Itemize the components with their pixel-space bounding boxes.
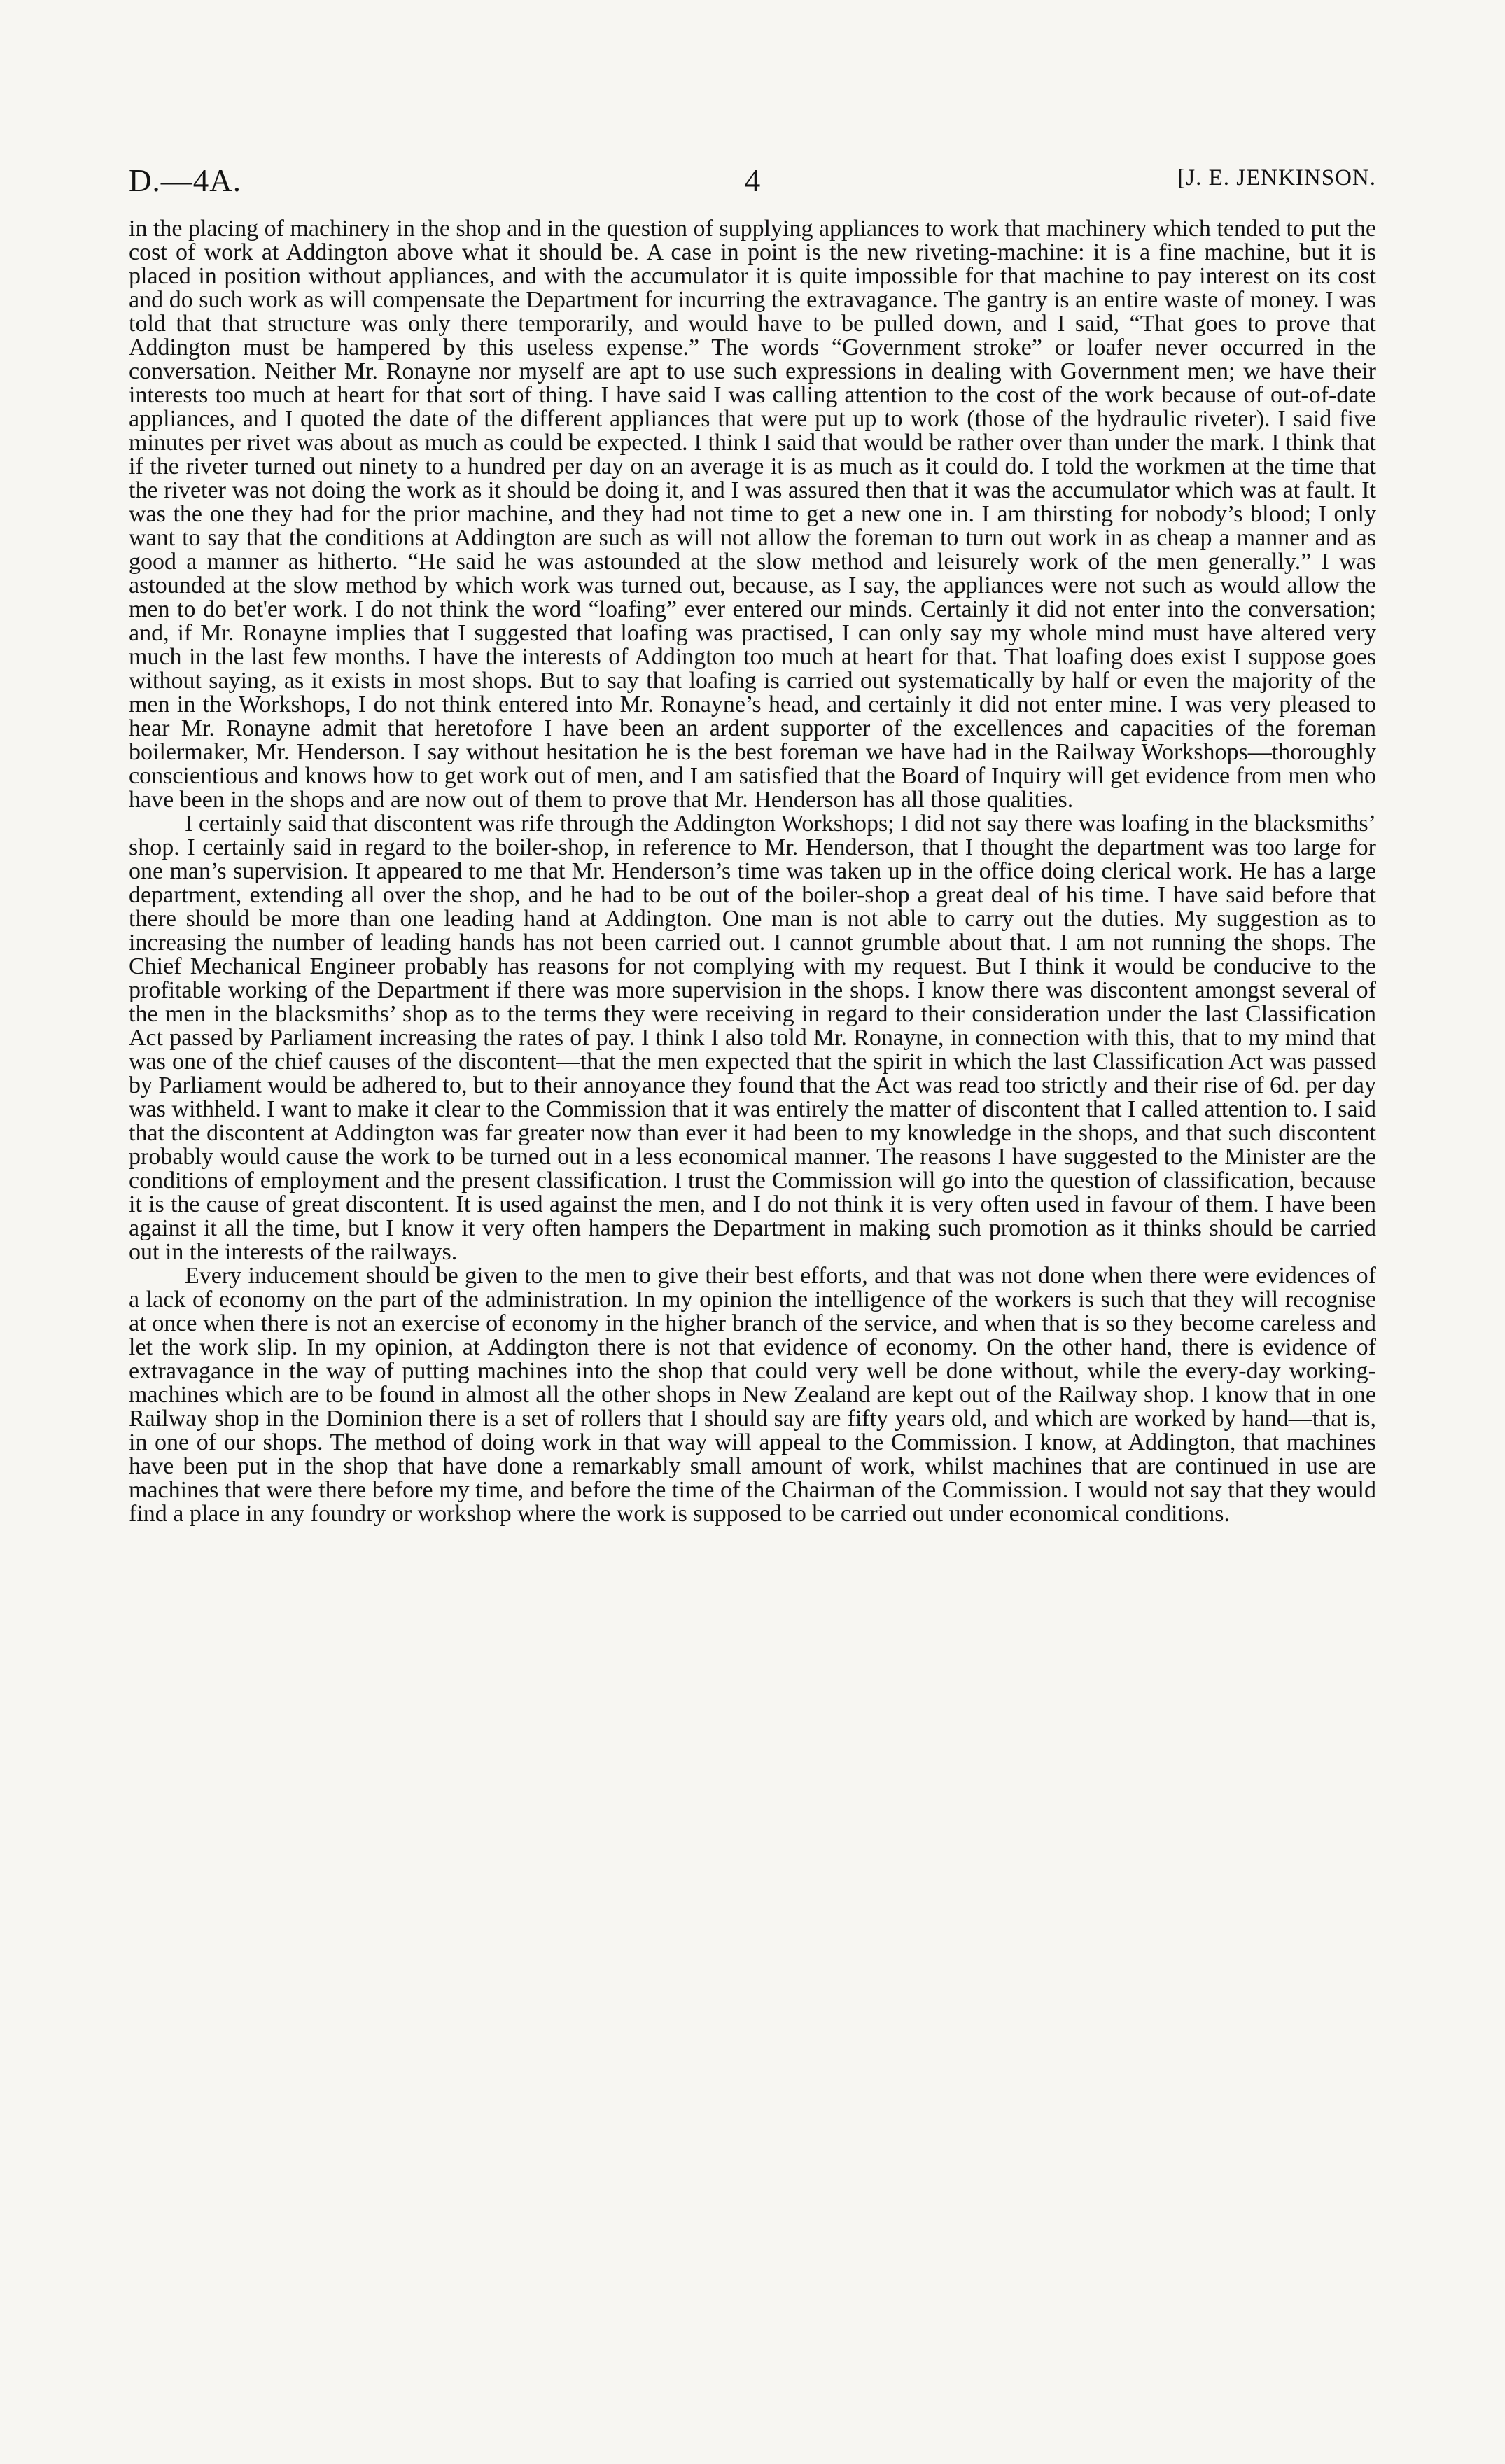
paragraph-3: Every inducement should be given to the men to give their best efforts, and that was not done when there were evidences of a lack of economy on the part of the administration. In my opinion the intelligence of the workers is such that they will recognise at once when there is not an exercise of economy in the higher branch of the service, and when that is so they become careless and let the work slip. In my opinion, at Addington there is not that evidence of economy. On the other hand, there is evidence of extravagance in the way of putting machines into the shop that could very well be done without, while the every-day working-machines which are to be found in almost all the other shops in New Zealand are kept out of the Railway shop. I know that in one Railway shop in the Dominion there is a set of rollers that I should say are fifty years old, and which are worked by hand—that is, in one of our shops. The method of doing work in that way will appeal to the Commission. I know, at Addington, that machines have been put in the shop that have done a remarkably small amount of work, whilst machines that are continued in use are machines that were there before my time, and before the time of the Chairman of the Commission. I would not say that they would find a place in any foundry or workshop where the work is supposed to be carried out under economical conditions. — [129, 1263, 1376, 1527]
witness-name: [J. E. JENKINSON. — [1177, 165, 1376, 190]
paragraph-1: in the placing of machinery in the shop and in the question of supplying appliances to work that machinery which tended to put the cost of work at Addington above what it should be. A case in point is the new riveting-machine: it is a fine machine, but it is placed in position without appliances, and with the accumulator it is quite impossible for that machine to pay interest on its cost and do such work as will compensate the Department for incurring the extravagance. The gantry is an entire waste of money. I was told that that structure was only there temporarily, and would have to be pulled down, and I said, “That goes to prove that Addington must be hampered by this useless expense.” The words “Government stroke” or loafer never occurred in the conversation. Neither Mr. Ronayne nor myself are apt to use such expressions in dealing with Government men; we have their interests too much at heart for that sort of thing. I have said I was calling attention to the cost of the work because of out-of-date appliances, and I quoted the date of the different appliances that were put up to work (those of the hydraulic riveter). I said five minutes per rivet was about as much as could be expected. I think I said that would be rather over than under the mark. I think that if the riveter turned out ninety to a hundred per day on an average it is as much as it could do. I told the workmen at the time that the riveter was not doing the work as it should be doing it, and I was assured then that it was the accumulator which was at fault. It was the one they had for the prior machine, and they had not time to get a new one in. I am thirsting for nobody’s blood; I only want to say that the conditions at Addington are such as will not allow the foreman to turn out work in as cheap a manner and as good a manner as hitherto. “He said he was astounded at the slow method and leisurely work of the men generally.” I was astounded at the slow method by which work was turned out, because, as I say, the appliances were not such as would allow the men to do bet'er work. I do not think the word “loafing” ever entered our minds. Certainly it did not enter into the conversation; and, if Mr. Ronayne implies that I suggested that loafing was practised, I can only say my whole mind must have altered very much in the last few months. I have the interests of Addington too much at heart for that. That loafing does exist I suppose goes without saying, as it exists in most shops. But to say that loafing is carried out systematically by half or even the majority of the men in the Workshops, I do not think entered into Mr. Ronayne’s head, and certainly it did not enter mine. I was very pleased to hear Mr. Ronayne admit that heretofore I have been an ardent supporter of the excellences and capacities of the foreman boilermaker, Mr. Henderson. I say without hesitation he is the best foreman we have had in the Railway Workshops—thoroughly conscientious and knows how to get work out of men, and I am satisfied that the Board of Inquiry will get evidence from men who have been in the shops and are now out of them to prove that Mr. Henderson has all those qualities. — [129, 216, 1376, 813]
page-number: 4 — [744, 163, 761, 198]
document-reference: D.—4A. — [129, 163, 241, 198]
paragraph-2: I certainly said that discontent was rife through the Addington Workshops; I did not say there was loafing in the blacksmiths’ shop. I certainly said in regard to the boiler-shop, in reference to Mr. Henderson, that I thought the department was too large for one man’s supervision. It appeared to me that Mr. Henderson’s time was taken up in the office doing clerical work. He has a large department, extending all over the shop, and he had to be out of the boiler-shop a great deal of his time. I have said before that there should be more than one leading hand at Addington. One man is not able to carry out the duties. My suggestion as to increasing the number of leading hands has not been carried out. I cannot grumble about that. I am not running the shops. The Chief Mechanical Engineer probably has reasons for not complying with my request. But I think it would be conducive to the profitable working of the Department if there was more supervision in the shops. I know there was discontent amongst several of the men in the blacksmiths’ shop as to the terms they were receiving in regard to their consideration under the last Classification Act passed by Parliament increasing the rates of pay. I think I also told Mr. Ronayne, in connection with this, that to my mind that was one of the chief causes of the discontent—that the men expected that the spirit in which the last Classification Act was passed by Parliament would be adhered to, but to their annoyance they found that the Act was read too strictly and their rise of 6d. per day was withheld. I want to make it clear to the Commission that it was entirely the matter of discontent that I called attention to. I said that the discontent at Addington was far greater now than ever it had been to my knowledge in the shops, and that such discontent probably would cause the work to be turned out in a less economical manner. The reasons I have suggested to the Minister are the conditions of employment and the present classification. I trust the Commission will go into the question of classification, because it is the cause of great discontent. It is used against the men, and I do not think it is very often used in favour of them. I have been against it all the time, but I know it very often hampers the Department in making such promotion as it thinks should be carried out in the interests of the railways. — [129, 811, 1376, 1265]
body-text — [129, 217, 1376, 1526]
page-header — [129, 162, 1376, 204]
